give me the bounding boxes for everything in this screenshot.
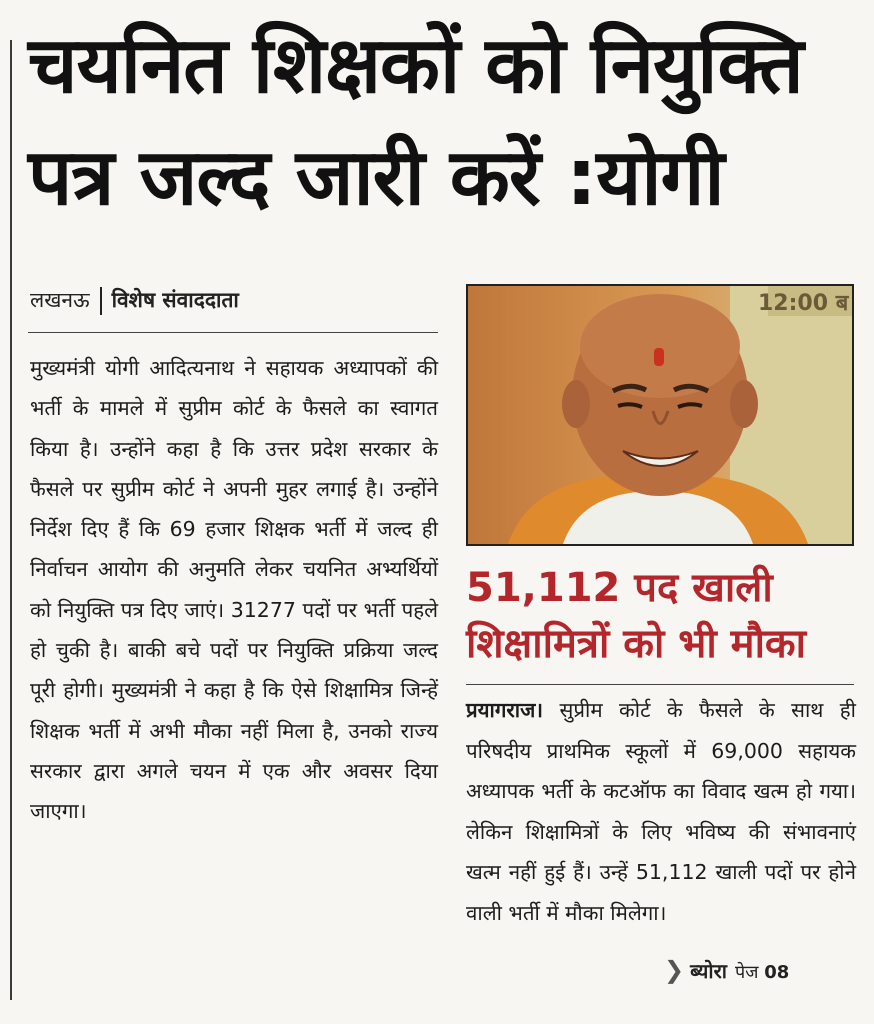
sidebar-headline-line-1: 51,112 पद खाली [466,565,773,611]
news-photo [466,284,854,546]
continued-reference [664,956,864,984]
dateline-divider [28,332,438,333]
sidebar-story-text: सुप्रीम कोर्ट के फैसले के साथ ही परिषदीय प्राथमिक स्कूलों में 69,000 सहायक अध्यापक भर्ती के कटऑफ का विवाद खत्म हो गया। लेकिन शिक्षामित्रों के लिए भविष्य की संभावनाएं खत्म नहीं हुई हैं। उन्हें 51,112 खाली पदों पर होने वाली भर्ती में मौका मिलेगा। [466,698,856,925]
headline-line-1: चयनित शिक्षकों को नियुक्ति [28,21,803,111]
dateline-separator [100,287,102,315]
main-story-text: मुख्यमंत्री योगी आदित्यनाथ ने सहायक अध्यापकों की भर्ती के मामले में सुप्रीम कोर्ट के फैसले का स्वागत किया है। उन्होंने कहा है कि उत्तर प्रदेश सरकार के फैसले पर सुप्रीम कोर्ट ने अपनी मुहर लगाई है। उन्होंने निर्देश दिए हैं कि 69 हजार शिक्षक भर्ती में जल्द ही निर्वाचन आयोग की अनुमति लेकर चयनित अभ्यर्थियों को नियुक्ति पत्र दिए जाएं। 31277 पदों पर भर्ती पहले हो चुकी है। बाकी बचे पदों पर नियुक्ति प्रक्रिया जल्द पूरी होगी। मुख्यमंत्री ने कहा है कि ऐसे शिक्षामित्र जिन्हें शिक्षक भर्ती में अभी मौका नहीं मिला है, उनको राज्य सरकार द्वारा अगले चयन में एक और अवसर दिया जाएगा। [30,356,438,824]
column-rule [10,40,12,1000]
sidebar-headline-line-2: शिक्षामित्रों को भी मौका [466,621,807,667]
dateline-reporter: विशेष संवाददाता [111,288,239,312]
main-headline [28,10,868,234]
more-label: ब्योरा [690,959,727,983]
dateline-place: लखनऊ [30,288,90,312]
portrait-illustration [468,286,852,544]
sidebar-divider [466,684,854,685]
sidebar-headline [466,560,866,672]
chevron-right-icon: ❯ [664,956,685,984]
headline-line-2: पत्र जल्द जारी करें :योगी [28,133,724,223]
clock-text: 12:00 ब [758,291,849,316]
page-label: पेज [734,962,759,983]
sidebar-story [466,690,856,933]
page-number: 08 [764,962,790,983]
sidebar-dateline: प्रयागराज। [466,698,544,722]
dateline [30,286,450,315]
